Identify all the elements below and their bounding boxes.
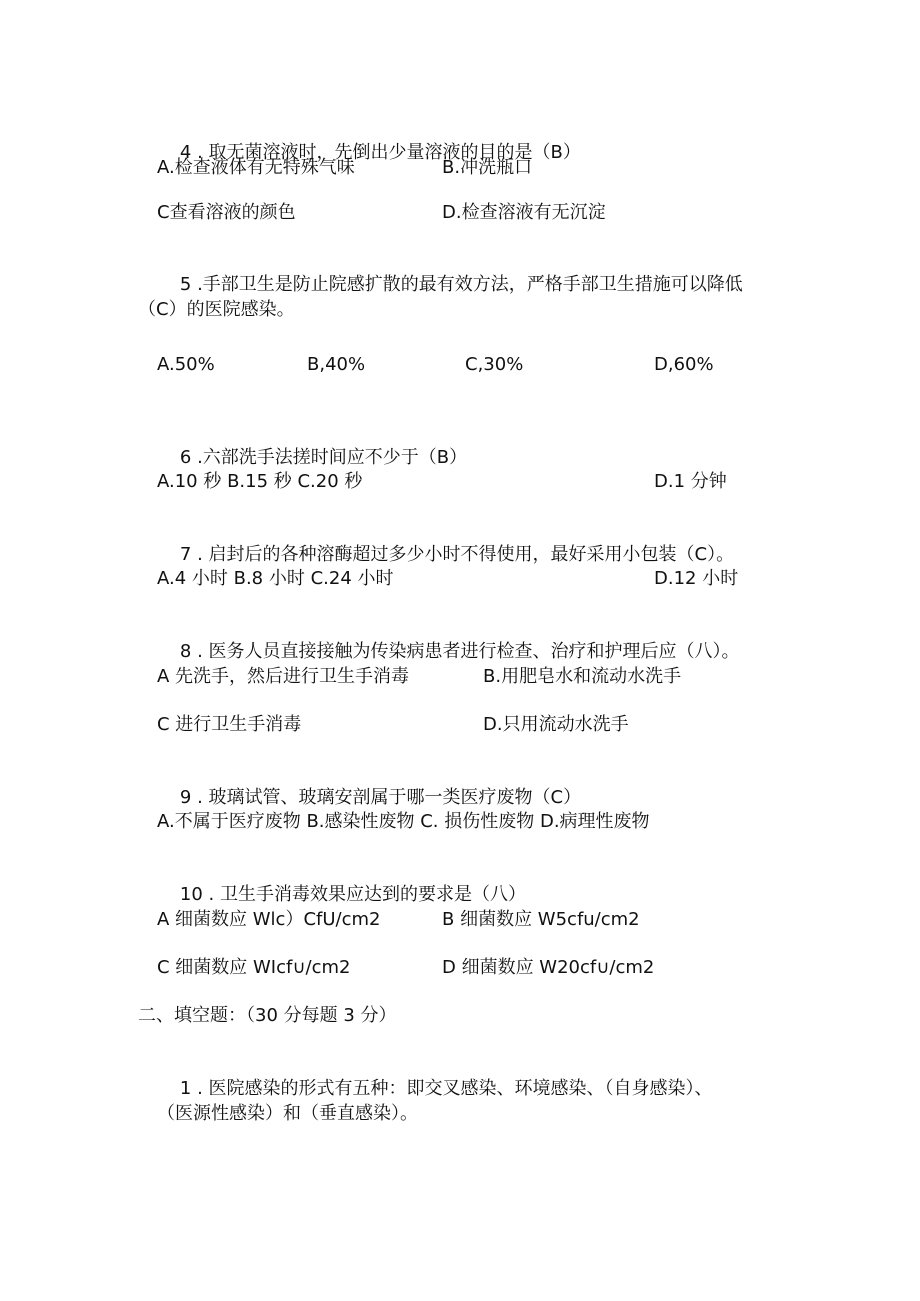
question-text: .六部洗手法搓时间应不少于（B） bbox=[191, 447, 468, 468]
question-number: 8 bbox=[179, 641, 192, 662]
q7-options-abc: A.4 小时 B.8 小时 C.24 小时 bbox=[157, 568, 394, 589]
q6-option-d: D.1 分钟 bbox=[654, 471, 727, 492]
q10-option-a: A 细菌数应 Wlc）CfU/cm2 bbox=[157, 909, 381, 930]
question-number: 5 bbox=[179, 274, 192, 295]
question-text: .手部卫生是防止院感扩散的最有效方法，严格手部卫生措施可以降低 bbox=[191, 274, 743, 295]
q6-options-abc: A.10 秒 B.15 秒 C.20 秒 bbox=[157, 471, 363, 492]
q10-option-d: D 细菌数应 W20cf∪/cm2 bbox=[442, 957, 655, 978]
q8-option-a: A 先洗手，然后进行卫生手消毒 bbox=[157, 666, 410, 687]
q4-option-d: D.检查溶液有无沉淀 bbox=[442, 202, 606, 223]
q8-option-d: D.只用流动水洗手 bbox=[483, 714, 629, 735]
fill-question-1-continued: （医源性感染）和（垂直感染）。 bbox=[157, 1103, 418, 1124]
question-number: 10 bbox=[179, 884, 203, 905]
q5-option-c: C,30% bbox=[465, 354, 524, 375]
q7-option-d: D.12 小时 bbox=[654, 568, 739, 589]
question-text: . 卫生手消毒效果应达到的要求是（八） bbox=[202, 884, 526, 905]
q5-option-a: A.50% bbox=[157, 354, 215, 375]
question-text: . 取无菌溶液时，先倒出少量溶液的目的是（B） bbox=[191, 142, 581, 163]
q4-option-a: A.检查液体有无特殊气味 bbox=[157, 157, 355, 178]
q5-option-b: B,40% bbox=[307, 354, 366, 375]
question-text: . 医务人员直接接触为传染病患者进行检查、治疗和护理后应（八）。 bbox=[191, 641, 740, 662]
q10-option-b: B 细菌数应 W5cfu/cm2 bbox=[442, 909, 640, 930]
question-number: 1 bbox=[179, 1078, 192, 1099]
question-number: 9 bbox=[179, 787, 192, 808]
q10-option-c: C 细菌数应 WIcf∪/cm2 bbox=[157, 957, 351, 978]
q5-option-d: D,60% bbox=[654, 354, 714, 375]
question-number: 6 bbox=[179, 447, 192, 468]
q8-option-b: B.用肥皂水和流动水洗手 bbox=[483, 666, 682, 687]
question-text: . 医院感染的形式有五种：即交叉感染、环境感染、（自身感染）、 bbox=[191, 1078, 713, 1099]
q8-option-c: C 进行卫生手消毒 bbox=[157, 714, 302, 735]
section-heading: 二、填空题：（30 分每题 3 分） bbox=[138, 1005, 397, 1026]
q4-option-c: C查看溶液的颜色 bbox=[157, 202, 296, 223]
q4-option-b: B.冲洗瓶口 bbox=[442, 157, 533, 178]
question-text: . 玻璃试管、玻璃安剖属于哪一类医疗废物（C） bbox=[191, 787, 582, 808]
question-number: 7 bbox=[179, 544, 192, 565]
question-text: . 启封后的各种溶酶超过多少小时不得使用，最好采用小包装（C）。 bbox=[191, 544, 735, 565]
question-5-continued: （C）的医院感染。 bbox=[138, 299, 295, 320]
question-number: 4 bbox=[179, 142, 192, 163]
q9-options: A.不属于医疗废物 B.感染性废物 C. 损伤性废物 D.病理性废物 bbox=[157, 811, 650, 832]
